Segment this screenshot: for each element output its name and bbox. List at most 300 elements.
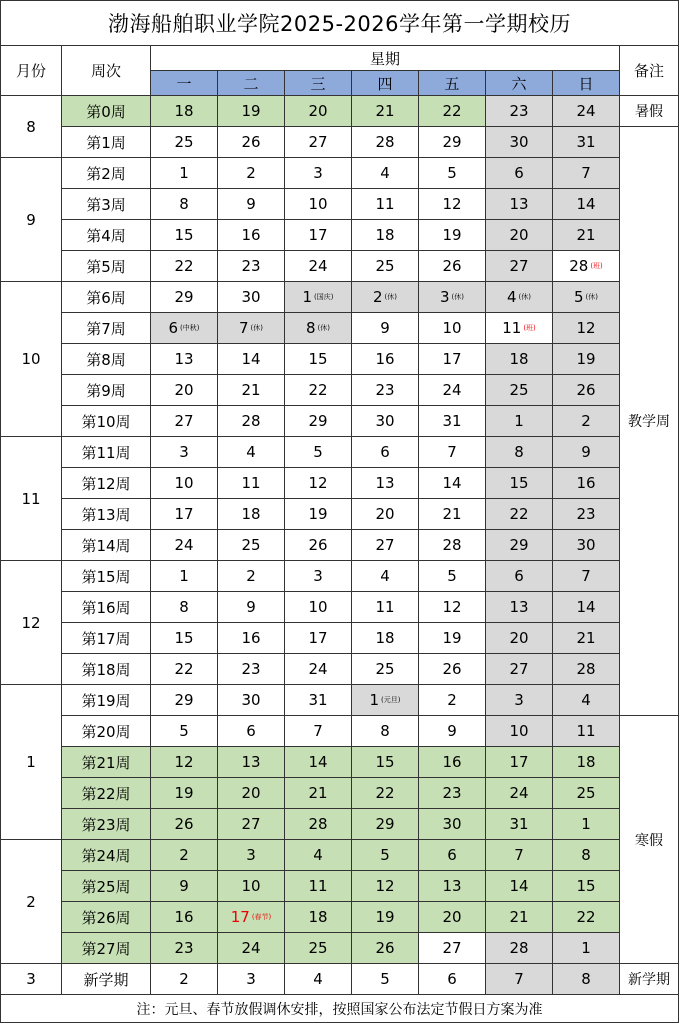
day-cell-text: 20: [375, 505, 395, 523]
day-cell: [352, 933, 419, 964]
day-cell: [285, 933, 352, 964]
day-cell: [419, 654, 486, 685]
day-cell: [151, 220, 218, 251]
day-cell: [553, 561, 620, 592]
day-cell: [486, 313, 553, 344]
day-cell: [419, 809, 486, 840]
week-label: [62, 685, 151, 716]
day-cell-text: 10: [241, 877, 261, 895]
month-cell-text: 1: [26, 753, 36, 771]
remark-cell: [620, 716, 679, 964]
day-cell: [352, 654, 419, 685]
day-cell: [352, 530, 419, 561]
day-cell: [352, 220, 419, 251]
week-label-text: 第9周: [86, 381, 126, 400]
day-cell-text: 23: [241, 660, 261, 678]
day-cell-text: 13: [509, 598, 529, 616]
day-cell: [352, 778, 419, 809]
day-cell: [218, 592, 285, 623]
day-cell-text: 12: [308, 474, 328, 492]
day-cell-text: 9: [246, 598, 256, 616]
day-cell: [352, 406, 419, 437]
day-cell: [352, 964, 419, 995]
day-cell: [553, 220, 620, 251]
month-cell: [0, 964, 62, 995]
day-cell: [486, 530, 553, 561]
day-cell-text: 31: [442, 412, 462, 430]
day-cell-text: 16: [442, 753, 462, 771]
day-cell-text: 12: [375, 877, 395, 895]
day-cell-text: 6: [514, 164, 524, 182]
day-cell: [352, 871, 419, 902]
day-cell: [285, 592, 352, 623]
day-cell-text: 25: [375, 660, 395, 678]
month-cell: [0, 282, 62, 437]
day-cell: [218, 375, 285, 406]
day-cell: [553, 840, 620, 871]
day-cell-text: 7: [313, 722, 323, 740]
day-cell-text: 17: [442, 350, 462, 368]
week-label: [62, 809, 151, 840]
day-cell: [218, 220, 285, 251]
day-note: (国庆): [314, 293, 334, 301]
day-cell-text: 9: [380, 319, 390, 337]
day-cell-text: 12: [442, 195, 462, 213]
day-cell: [285, 251, 352, 282]
week-label-text: 第16周: [81, 598, 131, 617]
day-cell: [419, 716, 486, 747]
day-note: (休): [585, 293, 598, 301]
day-cell: [218, 871, 285, 902]
day-cell: [285, 716, 352, 747]
day-cell-text: 5: [179, 722, 189, 740]
day-cell-text: 30: [241, 691, 261, 709]
day-cell: [151, 282, 218, 313]
day-cell-text: 15: [576, 877, 596, 895]
day-cell-text: 7: [581, 567, 591, 585]
day-cell-text: 27: [509, 660, 529, 678]
week-label: [62, 220, 151, 251]
day-cell-text: 7: [514, 846, 524, 864]
day-cell: [151, 468, 218, 499]
day-cell-text: 5: [573, 288, 584, 306]
day-cell: [419, 96, 486, 127]
day-cell: [553, 189, 620, 220]
day-cell-text: 16: [174, 908, 194, 926]
day-cell: [553, 964, 620, 995]
week-label: [62, 654, 151, 685]
day-cell: [553, 778, 620, 809]
day-cell: [285, 189, 352, 220]
day-cell-text: 22: [576, 908, 596, 926]
header-day-7: [553, 71, 620, 96]
day-cell: [419, 499, 486, 530]
day-cell: [553, 902, 620, 933]
header-month: [0, 46, 62, 96]
day-cell: [553, 871, 620, 902]
remark-cell: [620, 96, 679, 127]
day-cell-text: 17: [509, 753, 529, 771]
day-cell-text: 29: [509, 536, 529, 554]
day-cell-text: 19: [375, 908, 395, 926]
day-cell: [285, 964, 352, 995]
day-cell-text: 13: [375, 474, 395, 492]
remark-cell-text: 教学周: [628, 414, 670, 430]
day-cell: [419, 530, 486, 561]
week-label: [62, 406, 151, 437]
day-cell: [352, 623, 419, 654]
day-cell: [553, 809, 620, 840]
day-cell: [151, 902, 218, 933]
day-cell: [352, 158, 419, 189]
header-day-4: [352, 71, 419, 96]
day-note: (休): [518, 293, 531, 301]
day-cell-text: 14: [442, 474, 462, 492]
day-cell-text: 16: [576, 474, 596, 492]
day-cell-text: 27: [308, 133, 328, 151]
day-cell-text: 23: [442, 784, 462, 802]
week-label-text: 第10周: [81, 412, 131, 431]
day-cell-text: 13: [509, 195, 529, 213]
day-cell: [285, 313, 352, 344]
remark-cell-text: 暑假: [635, 104, 663, 120]
day-cell: [218, 313, 285, 344]
day-cell: [486, 933, 553, 964]
month-cell: [0, 685, 62, 840]
day-cell: [285, 220, 352, 251]
day-cell: [419, 871, 486, 902]
day-cell-text: 31: [308, 691, 328, 709]
day-note: (休): [451, 293, 464, 301]
day-cell-text: 25: [241, 536, 261, 554]
day-cell-text: 22: [308, 381, 328, 399]
day-cell: [486, 964, 553, 995]
day-cell-text: 25: [308, 939, 328, 957]
day-cell-text: 15: [174, 629, 194, 647]
week-label-text: 第1周: [86, 133, 126, 152]
day-cell: [553, 127, 620, 158]
day-cell: [486, 778, 553, 809]
day-cell-text: 10: [174, 474, 194, 492]
day-cell: [151, 437, 218, 468]
day-cell: [419, 344, 486, 375]
day-cell-text: 14: [308, 753, 328, 771]
day-cell: [553, 654, 620, 685]
week-label-text: 第21周: [81, 753, 131, 772]
day-cell-text: 26: [576, 381, 596, 399]
day-cell: [419, 251, 486, 282]
day-cell: [151, 654, 218, 685]
day-cell-text: 1: [302, 288, 313, 306]
day-cell: [486, 561, 553, 592]
week-label-text: 第14周: [81, 536, 131, 555]
day-cell: [419, 561, 486, 592]
day-cell-text: 18: [174, 102, 194, 120]
month-cell: [0, 437, 62, 561]
day-cell: [352, 840, 419, 871]
day-cell: [486, 189, 553, 220]
day-cell: [352, 437, 419, 468]
day-cell: [553, 623, 620, 654]
day-cell: [218, 809, 285, 840]
day-cell-text: 20: [241, 784, 261, 802]
day-cell-text: 26: [442, 257, 462, 275]
day-cell-text: 23: [576, 505, 596, 523]
week-label: [62, 468, 151, 499]
day-cell-text: 6: [246, 722, 256, 740]
day-cell: [553, 251, 620, 282]
week-label: [62, 530, 151, 561]
day-cell-text: 30: [442, 815, 462, 833]
day-cell-text: 15: [509, 474, 529, 492]
header-week: [62, 46, 151, 96]
header-day-7-text: 日: [578, 74, 594, 93]
day-cell-text: 1: [179, 164, 189, 182]
day-cell: [218, 251, 285, 282]
day-cell-text: 1: [369, 691, 380, 709]
day-cell: [486, 437, 553, 468]
day-cell-text: 18: [308, 908, 328, 926]
day-cell: [151, 344, 218, 375]
day-cell: [553, 685, 620, 716]
week-label: [62, 499, 151, 530]
day-cell-text: 22: [509, 505, 529, 523]
day-cell: [352, 375, 419, 406]
day-cell-text: 18: [241, 505, 261, 523]
day-cell-text: 24: [308, 257, 328, 275]
day-cell-text: 29: [308, 412, 328, 430]
header-day-1-text: 一: [176, 74, 192, 93]
day-cell: [218, 344, 285, 375]
day-cell-text: 27: [375, 536, 395, 554]
day-cell: [553, 592, 620, 623]
day-cell-text: 11: [308, 877, 328, 895]
footer-note-text: 注：元旦、春节放假调休安排，按照国家公布法定节假日方案为准: [136, 1001, 543, 1018]
day-note: (元旦): [381, 696, 401, 704]
day-cell: [486, 685, 553, 716]
day-cell-text: 11: [241, 474, 261, 492]
day-cell: [218, 530, 285, 561]
day-cell: [285, 623, 352, 654]
day-cell: [151, 406, 218, 437]
week-label-text: 第26周: [81, 908, 131, 927]
day-cell-text: 21: [576, 226, 596, 244]
day-cell: [218, 685, 285, 716]
week-label-text: 第5周: [86, 257, 126, 276]
day-cell-text: 24: [442, 381, 462, 399]
day-cell-text: 3: [246, 970, 256, 988]
day-cell: [486, 468, 553, 499]
day-cell: [486, 902, 553, 933]
day-cell-text: 30: [576, 536, 596, 554]
day-cell-text: 7: [581, 164, 591, 182]
day-cell-text: 21: [576, 629, 596, 647]
day-cell-text: 10: [509, 722, 529, 740]
day-cell-text: 21: [308, 784, 328, 802]
day-cell-text: 8: [514, 443, 524, 461]
day-cell-text: 5: [313, 443, 323, 461]
week-label: [62, 282, 151, 313]
week-label-text: 第2周: [86, 164, 126, 183]
day-cell-text: 12: [174, 753, 194, 771]
day-cell: [285, 406, 352, 437]
day-cell: [151, 530, 218, 561]
day-cell-text: 22: [375, 784, 395, 802]
week-label: [62, 747, 151, 778]
day-cell: [419, 220, 486, 251]
day-cell: [151, 499, 218, 530]
day-cell-text: 10: [308, 195, 328, 213]
day-cell: [553, 530, 620, 561]
day-cell-text: 27: [241, 815, 261, 833]
month-cell: [0, 158, 62, 282]
day-cell-text: 9: [246, 195, 256, 213]
day-cell: [151, 313, 218, 344]
week-label: [62, 623, 151, 654]
day-cell-text: 4: [380, 567, 390, 585]
header-weekday-group: [151, 46, 620, 71]
header-remark-text: 备注: [633, 62, 664, 80]
day-cell-text: 12: [576, 319, 596, 337]
week-label-text: 第11周: [81, 443, 131, 462]
day-cell: [486, 406, 553, 437]
day-cell: [285, 127, 352, 158]
day-cell-text: 16: [241, 629, 261, 647]
day-cell-text: 1: [514, 412, 524, 430]
day-cell-text: 9: [179, 877, 189, 895]
week-label-text: 第12周: [81, 474, 131, 493]
day-cell: [151, 964, 218, 995]
day-cell: [352, 282, 419, 313]
day-cell-text: 15: [174, 226, 194, 244]
week-label: [62, 871, 151, 902]
day-cell: [486, 158, 553, 189]
day-cell-text: 9: [447, 722, 457, 740]
day-cell-text: 10: [442, 319, 462, 337]
day-cell-text: 20: [174, 381, 194, 399]
header-day-2: [218, 71, 285, 96]
day-cell-text: 21: [241, 381, 261, 399]
day-cell-text: 19: [174, 784, 194, 802]
day-cell-text: 14: [241, 350, 261, 368]
day-cell: [419, 468, 486, 499]
day-cell-text: 20: [509, 226, 529, 244]
day-note: (班): [523, 324, 536, 332]
week-label: [62, 158, 151, 189]
day-cell-text: 24: [174, 536, 194, 554]
day-cell: [218, 189, 285, 220]
day-cell-text: 24: [576, 102, 596, 120]
month-cell: [0, 96, 62, 158]
day-cell-text: 22: [442, 102, 462, 120]
day-cell-text: 28: [375, 133, 395, 151]
day-cell-text: 2: [372, 288, 383, 306]
day-cell-text: 26: [375, 939, 395, 957]
header-day-5-text: 五: [444, 74, 460, 93]
day-cell-text: 5: [380, 846, 390, 864]
day-cell-text: 18: [576, 753, 596, 771]
day-cell-text: 8: [179, 598, 189, 616]
day-cell-text: 24: [308, 660, 328, 678]
week-label-text: 第25周: [81, 877, 131, 896]
day-cell: [419, 406, 486, 437]
day-cell: [151, 685, 218, 716]
day-cell-text: 14: [509, 877, 529, 895]
day-cell: [218, 778, 285, 809]
day-cell: [352, 468, 419, 499]
footer-note: [0, 995, 679, 1023]
day-cell: [151, 840, 218, 871]
day-cell-text: 16: [375, 350, 395, 368]
header-day-6: [486, 71, 553, 96]
day-cell-text: 9: [581, 443, 591, 461]
day-cell-text: 10: [308, 598, 328, 616]
day-cell: [285, 468, 352, 499]
day-cell: [285, 561, 352, 592]
day-note: (休): [250, 324, 263, 332]
day-cell-text: 19: [576, 350, 596, 368]
calendar-title: [0, 0, 679, 46]
day-cell-text: 13: [241, 753, 261, 771]
day-cell: [486, 747, 553, 778]
day-cell-text: 6: [447, 846, 457, 864]
day-cell: [151, 747, 218, 778]
day-cell: [419, 778, 486, 809]
day-cell: [419, 127, 486, 158]
day-cell: [285, 778, 352, 809]
day-cell: [151, 592, 218, 623]
day-cell-text: 25: [576, 784, 596, 802]
day-cell-text: 29: [375, 815, 395, 833]
day-cell: [285, 654, 352, 685]
day-cell-text: 26: [308, 536, 328, 554]
day-cell-text: 30: [509, 133, 529, 151]
day-cell-text: 1: [179, 567, 189, 585]
day-cell-text: 8: [380, 722, 390, 740]
month-cell-text: 8: [26, 117, 36, 136]
day-cell-text: 11: [375, 598, 395, 616]
day-cell-text: 1: [581, 815, 591, 833]
day-cell: [486, 251, 553, 282]
day-cell: [553, 499, 620, 530]
day-cell-text: 14: [576, 598, 596, 616]
day-cell-text: 12: [442, 598, 462, 616]
day-cell: [486, 809, 553, 840]
day-cell: [419, 375, 486, 406]
day-cell: [218, 282, 285, 313]
day-cell: [486, 375, 553, 406]
day-cell-text: 29: [174, 691, 194, 709]
day-cell-text: 21: [509, 908, 529, 926]
day-cell: [553, 344, 620, 375]
remark-cell: [620, 127, 679, 716]
week-label-text: 第8周: [86, 350, 126, 369]
day-cell-text: 4: [246, 443, 256, 461]
day-cell: [151, 375, 218, 406]
day-cell-text: 27: [174, 412, 194, 430]
day-cell-text: 23: [174, 939, 194, 957]
day-cell-text: 30: [375, 412, 395, 430]
month-cell-text: 12: [21, 613, 41, 632]
day-cell-text: 18: [509, 350, 529, 368]
month-cell-text: 2: [26, 892, 36, 911]
day-cell: [553, 406, 620, 437]
day-cell-text: 8: [305, 319, 316, 337]
day-cell-text: 11: [502, 319, 522, 337]
day-cell-text: 1: [581, 939, 591, 957]
day-note: (休): [384, 293, 397, 301]
day-cell: [151, 561, 218, 592]
